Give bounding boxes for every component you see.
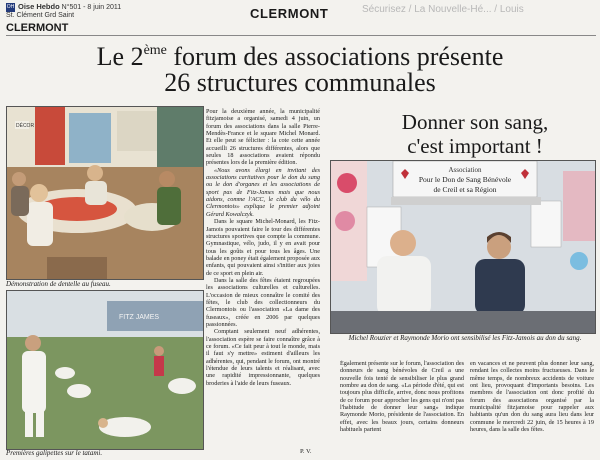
banner-line2: Pour le Don de Sang Bénévole [418, 175, 512, 184]
article2-paragraph: en vacances et ne peuvent plus donner leur sang, rendant les collectes moins fructueuses. Dans le même temps, de nombreux accidents de voiture ont lieu, provoquant d'importants besoins. Les membres de l'association ont donc profité du forum des associations organisé par la municipalité fitzjamoise pour rappeler aux habitants qu'un don du sang aura lieu dans leur commune le mercredi 22 juin, de 15 heures à 19 heures, dans la salle des fêtes. [470, 360, 594, 434]
article1-paragraph: Dans le square Michel-Monard, les Fitz-Jamois pouvaient faire le tour des différentes structures sportives que compte la commune. Gymnastique, vélo, judo, il y en avait pour tous les goûts et pour tous les âges. Une balade en poney était également proposée aux enfants, qui pouvaient ainsi s'initier aux joies de ce sport en plein air. [206, 218, 320, 277]
stall-sign: DÉCOR [16, 123, 35, 129]
faded-adjacent-page: Sécurisez / La Nouvelle-Hé... / Louis [362, 4, 524, 15]
article2-title [360, 110, 590, 158]
headline-line1: forum des associations présente [166, 42, 504, 71]
issue-number: N°501 [61, 4, 82, 11]
article1-paragraph: «Nous avons élargi en invitant des associations caritatives pour le don du sang ou le don d'organes et les associations de sport pas de Fitz-James mais que nous aidons, comme l'ACC, le club du vélo du Clermontois» explique le premier adjoint Gérard Kowalczyk. [206, 166, 320, 218]
article2-title-line1: Donner son sang, [401, 110, 549, 134]
article2-paragraph: Également présente sur le forum, l'association des donneurs de sang bénévoles de Creil a une nouvelle fois tenté de sensibiliser le plus grand nombre au don de sang. «La période d'été, qui est toujours plus difficile, arrive, donc nous profitons de ce forum pour approcher les gens qui n'ont pas l'habitude de donner leur sang» indique Raymonde Morio, présidente de l'association. En effet, avec les beaux jours, certains donneurs habituels partent [340, 360, 464, 434]
issue-date: 8 juin 2011 [87, 4, 122, 11]
article2-text-column-1 [340, 360, 464, 456]
publication-logo: OH [6, 4, 15, 10]
banner-line3: de Creil et sa Région [433, 185, 497, 194]
photo-lace-demonstration [6, 106, 204, 280]
masthead: OH Oise Hebdo N°501 - 8 juin 2011 St. Clément Grd Saint [6, 2, 122, 19]
caption-blood-donation: Michel Rouzier et Raymonde Morio ont sensibilisé les Fitz-Jamois au don du sang. [348, 334, 582, 342]
locality: St. Clément Grd Saint [6, 12, 75, 19]
fitz-james-banner: FITZ JAMES [119, 314, 160, 321]
section-label: CLERMONT [6, 22, 69, 34]
caption-judo: Premières galipettes sur le tatami. [6, 449, 103, 457]
section-title: CLERMONT [250, 6, 329, 21]
headline-superscript: ème [143, 43, 167, 58]
photo-judo-tatami [6, 290, 204, 450]
article1-paragraph: Pour la deuxième année, la municipalité fitzjamoise a organisé, samedi 4 juin, un forum des associations dans la salle Pierre-Mendès-France et le square Michel Monard. Et elle peut se féliciter : la cote cette année accueilli 26 structures différentes, alors que seules 18 associations avaient répondu présentes lors de la première édition. [206, 108, 320, 167]
article2-title-line2: c'est important ! [407, 134, 543, 158]
headline-line2: 26 structures communales [164, 68, 436, 97]
article2-text-column-2 [470, 360, 594, 456]
article1-text-column [206, 108, 320, 454]
article1-paragraph: Comptant seulement neuf adhérentes, l'association espère se faire connaître grâce à ce forum. «Ce fait peur à tout le monde, mais il faut s'y mettre» estiment d'ailleurs les adhérentes, qui, pendant le forum, ont montré l'étendue de leurs talents et réalisant, avec une rapidité impressionnante, quelques broderies à l'aide de leurs fuseaux. [206, 328, 320, 387]
article1-paragraph: Dans la salle des fêtes étaient regroupées les associations culturelles et culturelles. L'occasion de mieux connaître le comité des fêtes, le club des collectionneurs du Clermontois ou l'association «La dame des fuseaux», créée en 2006 par quelques passionnées. [206, 276, 320, 328]
headline-prefix: Le 2 [96, 42, 144, 71]
photo-blood-donation-stand [330, 160, 596, 334]
banner-line1: Association [448, 166, 482, 174]
caption-lace: Démonstration de dentelle au fuseau. [6, 280, 111, 288]
article-headline [0, 44, 600, 96]
header-rule [6, 35, 596, 36]
publication-name: Oise Hebdo [18, 2, 60, 11]
article1-signature: P. V. [300, 448, 312, 455]
